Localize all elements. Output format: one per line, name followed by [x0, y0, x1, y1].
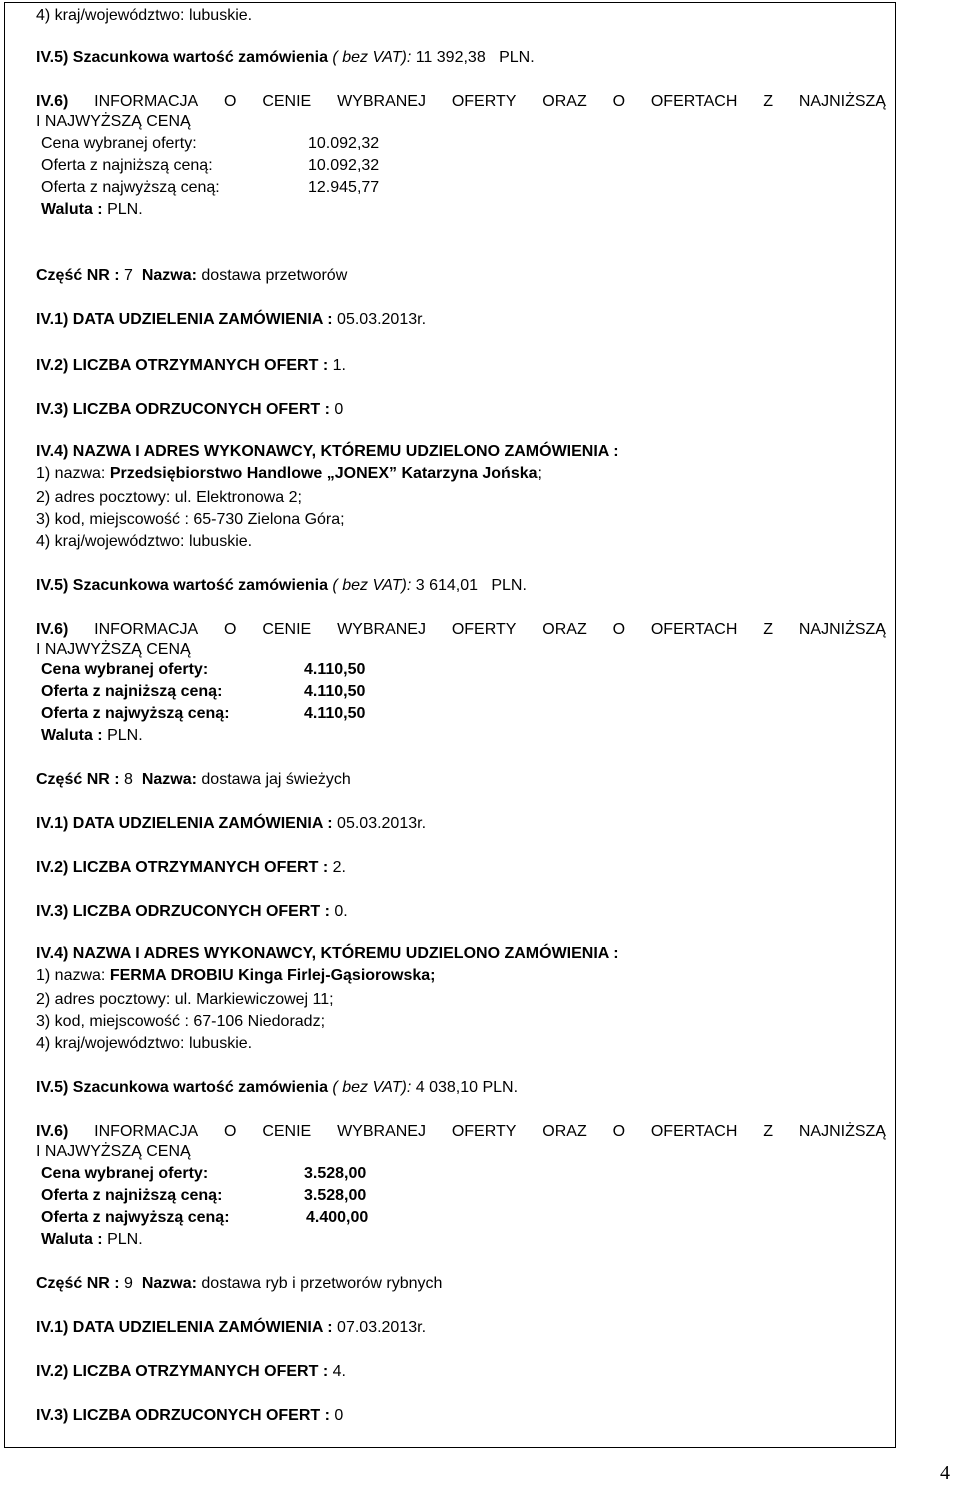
heading-word: O [612, 621, 626, 638]
award-date-line [36, 310, 426, 330]
part-number: 9 [124, 1275, 133, 1292]
highest-price: 4.400,00 [306, 1209, 369, 1226]
part-label: Część NR : [36, 267, 120, 284]
price-info-heading-2 [36, 640, 191, 660]
heading-word: IV.6) [36, 621, 69, 638]
heading-word: WYBRANEJ [337, 621, 426, 638]
value-currency: PLN. [499, 49, 535, 66]
contractor-name-line [36, 464, 542, 484]
highest-price-label: Oferta z najwyższą ceną: [41, 1209, 230, 1226]
contractor-heading-text: IV.4) NAZWA I ADRES WYKONAWCY, KTÓREMU UDZIELONO ZAMÓWIENIA : [36, 443, 619, 460]
value-note: ( bez VAT): [332, 1079, 412, 1096]
offers-label: IV.2) LICZBA OTRZYMANYCH OFERT : [36, 357, 329, 374]
contractor-name-line [36, 966, 436, 986]
contractor-name-label: 1) nazwa: [36, 465, 106, 482]
highest-price: 4.110,50 [304, 705, 366, 722]
lowest-price-label: Oferta z najniższą ceną: [41, 683, 223, 700]
price-info-heading-2 [36, 1142, 191, 1162]
contractor-city: 3) kod, miejscowość : 65-730 Zielona Góra; [36, 511, 345, 528]
value-label: IV.5) Szacunkowa wartość zamówienia [36, 1079, 328, 1096]
heading-word: NAJNIŻSZĄ [798, 1123, 886, 1140]
value-amount: 3 614,01 [415, 577, 478, 594]
contractor-name: FERMA DROBIU Kinga Firlej-Gąsiorowska; [109, 967, 436, 984]
offers-count: 1. [332, 357, 346, 374]
currency-label: Waluta : [41, 201, 103, 218]
heading-word: CENIE [262, 1123, 312, 1140]
heading-word: O [224, 621, 237, 638]
contractor-heading [36, 944, 619, 964]
heading-word: O [224, 1123, 237, 1140]
award-date-label: IV.1) DATA UDZIELENIA ZAMÓWIENIA : [36, 815, 333, 832]
value-note: ( bez VAT): [332, 577, 412, 594]
rejected-count: 0. [334, 903, 348, 920]
heading-cont: I NAJWYŻSZĄ CENĄ [36, 1143, 191, 1160]
price-info-heading [36, 620, 886, 640]
contractor-heading-text: IV.4) NAZWA I ADRES WYKONAWCY, KTÓREMU UDZIELONO ZAMÓWIENIA : [36, 945, 619, 962]
voivodeship-line [36, 6, 252, 26]
selected-price: 4.110,50 [304, 661, 366, 678]
heading-word: NAJNIŻSZĄ [798, 621, 886, 638]
award-date: 07.03.2013r. [337, 1319, 427, 1336]
lowest-price: 4.110,50 [304, 683, 366, 700]
offers-count: 4. [332, 1363, 346, 1380]
part-number: 8 [124, 771, 133, 788]
price-info-heading [36, 92, 886, 112]
contractor-voivodeship: 4) kraj/województwo: lubuskie. [36, 533, 253, 550]
heading-word: ORAZ [542, 1123, 587, 1140]
rejected-label: IV.3) LICZBA ODRZUCONYCH OFERT : [36, 401, 330, 418]
part-name: dostawa jaj świeżych [201, 771, 351, 788]
value-label: IV.5) Szacunkowa wartość zamówienia [36, 577, 328, 594]
heading-word: INFORMACJA [94, 93, 199, 110]
currency: PLN. [107, 727, 143, 744]
heading-word: WYBRANEJ [337, 1123, 426, 1140]
heading-word: ORAZ [542, 621, 587, 638]
price-info-heading-2 [36, 112, 191, 132]
contractor-city: 3) kod, miejscowość : 67-106 Niedoradz; [36, 1013, 326, 1030]
heading-word: OFERTY [451, 93, 517, 110]
heading-cont: I NAJWYŻSZĄ CENĄ [36, 113, 191, 130]
heading-word: INFORMACJA [94, 1123, 199, 1140]
value-currency: PLN. [491, 577, 527, 594]
value-amount: 4 038,10 PLN. [415, 1079, 519, 1096]
currency-line [41, 726, 143, 746]
heading-word: CENIE [262, 621, 312, 638]
selected-price: 3.528,00 [304, 1165, 367, 1182]
part-name: dostawa ryb i przetworów rybnych [201, 1275, 443, 1292]
selected-price-label: Cena wybranej oferty: [41, 135, 197, 152]
rejected-label: IV.3) LICZBA ODRZUCONYCH OFERT : [36, 903, 330, 920]
estimated-value-line [36, 48, 535, 68]
part-8-title [36, 770, 351, 790]
offers-received-line [36, 356, 346, 376]
award-date: 05.03.2013r. [337, 815, 427, 832]
part-number: 7 [124, 267, 133, 284]
offers-received-line [36, 858, 346, 878]
award-date-label: IV.1) DATA UDZIELENIA ZAMÓWIENIA : [36, 1319, 333, 1336]
part-label: Część NR : [36, 771, 120, 788]
heading-word: OFERTACH [650, 1123, 738, 1140]
contractor-address: 2) adres pocztowy: ul. Elektronowa 2; [36, 489, 302, 506]
offers-label: IV.2) LICZBA OTRZYMANYCH OFERT : [36, 859, 329, 876]
contractor-name: Przedsiębiorstwo Handlowe „JONEX” Katarzyna Jońska [109, 465, 538, 482]
currency-line [41, 1230, 143, 1250]
selected-price-label: Cena wybranej oferty: [41, 1165, 209, 1182]
estimated-value-line [36, 1078, 518, 1098]
award-date-label: IV.1) DATA UDZIELENIA ZAMÓWIENIA : [36, 311, 333, 328]
offers-label: IV.2) LICZBA OTRZYMANYCH OFERT : [36, 1363, 329, 1380]
heading-word: Z [763, 93, 774, 110]
value-amount: 11 392,38 [415, 49, 486, 66]
heading-word: INFORMACJA [94, 621, 199, 638]
award-date: 05.03.2013r. [337, 311, 427, 328]
offers-count: 2. [332, 859, 346, 876]
lowest-price: 3.528,00 [304, 1187, 367, 1204]
heading-word: IV.6) [36, 1123, 69, 1140]
offers-rejected-line [36, 902, 348, 922]
selected-price-label: Cena wybranej oferty: [41, 661, 209, 678]
rejected-count: 0 [334, 1407, 344, 1424]
part-7-title [36, 266, 347, 286]
award-date-line [36, 814, 426, 834]
heading-word: CENIE [262, 93, 312, 110]
heading-word: IV.6) [36, 93, 69, 110]
heading-word: OFERTACH [650, 621, 738, 638]
name-label: Nazwa: [141, 771, 197, 788]
heading-word: WYBRANEJ [337, 93, 426, 110]
heading-word: O [224, 93, 237, 110]
voivodeship: 4) kraj/województwo: lubuskie. [36, 7, 253, 24]
contractor-address: 2) adres pocztowy: ul. Markiewiczowej 11; [36, 991, 334, 1008]
value-label: IV.5) Szacunkowa wartość zamówienia [36, 49, 328, 66]
heading-word: NAJNIŻSZĄ [798, 93, 886, 110]
part-9-title [36, 1274, 442, 1294]
heading-cont: I NAJWYŻSZĄ CENĄ [36, 641, 191, 658]
value-note: ( bez VAT): [332, 49, 412, 66]
highest-price-label: Oferta z najwyższą ceną: [41, 705, 230, 722]
name-label: Nazwa: [141, 1275, 197, 1292]
price-info-heading [36, 1122, 886, 1142]
selected-price: 10.092,32 [308, 135, 380, 152]
estimated-value-line [36, 576, 527, 596]
award-date-line [36, 1318, 426, 1338]
highest-price-label: Oferta z najwyższą ceną: [41, 179, 220, 196]
contractor-name-label: 1) nazwa: [36, 967, 106, 984]
highest-price: 12.945,77 [308, 179, 380, 196]
rejected-count: 0 [334, 401, 344, 418]
offers-rejected-line [36, 400, 343, 420]
heading-word: Z [763, 621, 774, 638]
currency-line [41, 200, 143, 220]
lowest-price-label: Oferta z najniższą ceną: [41, 1187, 223, 1204]
currency-label: Waluta : [41, 1231, 103, 1248]
offers-received-line [36, 1362, 346, 1382]
lowest-price: 10.092,32 [308, 157, 380, 174]
currency: PLN. [107, 201, 143, 218]
heading-word: ORAZ [542, 93, 587, 110]
heading-word: OFERTACH [650, 93, 738, 110]
heading-word: OFERTY [451, 1123, 517, 1140]
currency: PLN. [107, 1231, 143, 1248]
part-name: dostawa przetworów [201, 267, 348, 284]
name-label: Nazwa: [141, 267, 197, 284]
heading-word: O [612, 93, 626, 110]
heading-word: OFERTY [451, 621, 517, 638]
contractor-heading [36, 442, 619, 462]
page-number: 4 [940, 1462, 950, 1484]
heading-word: O [612, 1123, 626, 1140]
contractor-voivodeship: 4) kraj/województwo: lubuskie. [36, 1035, 253, 1052]
heading-word: Z [763, 1123, 774, 1140]
rejected-label: IV.3) LICZBA ODRZUCONYCH OFERT : [36, 1407, 330, 1424]
part-label: Część NR : [36, 1275, 120, 1292]
offers-rejected-line [36, 1406, 343, 1426]
contractor-name-end: ; [537, 465, 542, 482]
lowest-price-label: Oferta z najniższą ceną: [41, 157, 213, 174]
currency-label: Waluta : [41, 727, 103, 744]
